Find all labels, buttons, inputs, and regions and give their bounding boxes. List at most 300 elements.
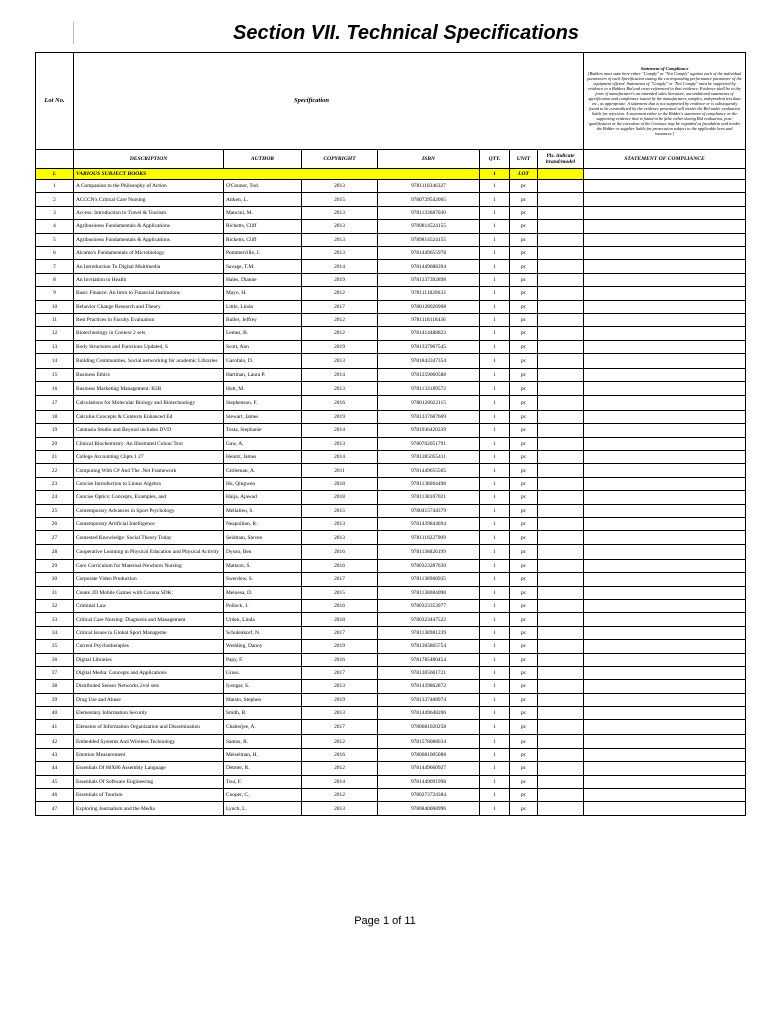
row-isbn: 9781305661721	[378, 666, 480, 679]
row-qty: 1	[480, 517, 510, 530]
row-copyright: 2018	[302, 613, 378, 626]
row-isbn: 9781449660927	[378, 762, 480, 775]
row-brand	[538, 666, 584, 679]
row-no: 29	[36, 559, 74, 572]
row-compliance	[584, 193, 746, 206]
row-qty: 1	[480, 327, 510, 340]
row-unit: pc	[510, 735, 538, 748]
row-description: An Introduction To Digital Multimedia	[74, 260, 224, 273]
col-brand: Pls. indicate brand/model	[538, 150, 584, 169]
row-isbn: 9781449655978	[378, 246, 480, 259]
row-isbn: 9781337907545	[378, 340, 480, 353]
row-isbn: 9780323287630	[378, 559, 480, 572]
row-no: 35	[36, 640, 74, 653]
row-unit: pc	[510, 300, 538, 313]
row-qty: 1	[480, 354, 510, 369]
row-description: An Invitation to Health	[74, 273, 224, 286]
row-brand	[538, 653, 584, 666]
row-copyright: 2018	[302, 491, 378, 504]
row-compliance	[584, 544, 746, 559]
row-unit: pc	[510, 382, 538, 395]
row-qty: 1	[480, 573, 510, 586]
row-qty: 1	[480, 193, 510, 206]
row-copyright: 2014	[302, 424, 378, 437]
col-qty: QTY.	[480, 150, 510, 169]
row-copyright: 2015	[302, 586, 378, 599]
row-compliance	[584, 720, 746, 735]
table-row	[36, 573, 746, 586]
row-brand	[538, 273, 584, 286]
spec-table	[35, 52, 746, 816]
row-copyright: 2013	[302, 246, 378, 259]
row-description: Distributed Sensor Networks 2vol sets	[74, 680, 224, 693]
row-isbn: 9780081005088	[378, 748, 480, 761]
row-compliance	[584, 707, 746, 720]
table-row	[36, 762, 746, 775]
table-row	[36, 477, 746, 490]
table-row	[36, 260, 746, 273]
row-author: Schulenkorf, N.	[224, 626, 302, 639]
row-compliance	[584, 477, 746, 490]
row-unit: pc	[510, 680, 538, 693]
row-author: Little, Linda	[224, 300, 302, 313]
table-row	[36, 354, 746, 369]
row-brand	[538, 233, 584, 246]
row-brand	[538, 748, 584, 761]
table-row	[36, 206, 746, 219]
row-qty: 1	[480, 544, 510, 559]
row-compliance	[584, 789, 746, 802]
row-author: Wedding, Danny	[224, 640, 302, 653]
table-row	[36, 640, 746, 653]
row-description: ACCCN's Critical Care Nursing	[74, 193, 224, 206]
row-brand	[538, 775, 584, 788]
row-no: 13	[36, 340, 74, 353]
table-row	[36, 313, 746, 326]
row-isbn: 9780415744379	[378, 504, 480, 517]
row-qty: 1	[480, 477, 510, 490]
row-isbn: 9781133687030	[378, 206, 480, 219]
row-no: 19	[36, 424, 74, 437]
row-no: 21	[36, 451, 74, 464]
row-isbn: 9781449655505	[378, 464, 480, 477]
row-isbn: 9781337392898	[378, 273, 480, 286]
row-brand	[538, 613, 584, 626]
row-qty: 1	[480, 707, 510, 720]
row-copyright: 2013	[302, 531, 378, 544]
row-brand	[538, 586, 584, 599]
table-row	[36, 382, 746, 395]
row-unit: pc	[510, 531, 538, 544]
row-qty: 1	[480, 313, 510, 326]
row-copyright: 2016	[302, 748, 378, 761]
row-copyright: 2019	[302, 340, 378, 353]
row-unit: pc	[510, 464, 538, 477]
row-qty: 1	[480, 653, 510, 666]
row-copyright: 2013	[302, 680, 378, 693]
row-isbn: 9781578088034	[378, 735, 480, 748]
row-brand	[538, 735, 584, 748]
row-copyright: 2017	[302, 626, 378, 639]
row-description: Basic Finance: An Intro to Financial Institutions	[74, 287, 224, 300]
row-no: 28	[36, 544, 74, 559]
row-compliance	[584, 802, 746, 815]
row-author: Urden, Linda	[224, 613, 302, 626]
table-row	[36, 775, 746, 788]
row-qty: 1	[480, 693, 510, 706]
row-author: Garofalo, D.	[224, 354, 302, 369]
row-unit: pc	[510, 451, 538, 464]
row-compliance	[584, 491, 746, 504]
row-compliance	[584, 327, 746, 340]
row-qty: 1	[480, 180, 510, 193]
row-qty: 1	[480, 504, 510, 517]
row-brand	[538, 491, 584, 504]
table-row	[36, 735, 746, 748]
row-description: A Companion to the Philosophy of Action	[74, 180, 224, 193]
category-row	[36, 169, 746, 180]
row-compliance	[584, 653, 746, 666]
row-author: Dyson, Ben	[224, 544, 302, 559]
row-no: 38	[36, 680, 74, 693]
row-isbn: 9780323447522	[378, 613, 480, 626]
row-qty: 1	[480, 762, 510, 775]
row-no: 44	[36, 762, 74, 775]
row-qty: 1	[480, 531, 510, 544]
row-isbn: 9781439862872	[378, 680, 480, 693]
row-unit: pc	[510, 748, 538, 761]
row-author: Gaw, A.	[224, 437, 302, 450]
table-row	[36, 287, 746, 300]
row-qty: 1	[480, 437, 510, 450]
row-copyright: 2016	[302, 559, 378, 572]
row-copyright: 2019	[302, 693, 378, 706]
row-unit: pc	[510, 369, 538, 382]
row-compliance	[584, 573, 746, 586]
row-qty: 1	[480, 720, 510, 735]
row-isbn: 9781785480454	[378, 653, 480, 666]
table-row	[36, 246, 746, 259]
row-brand	[538, 340, 584, 353]
row-no: 15	[36, 369, 74, 382]
row-compliance	[584, 287, 746, 300]
row-no: 14	[36, 354, 74, 369]
row-compliance	[584, 504, 746, 517]
row-copyright: 2014	[302, 369, 378, 382]
category-unit: LOT	[510, 169, 538, 180]
row-no: 3	[36, 206, 74, 219]
row-unit: pc	[510, 789, 538, 802]
row-description: Business Ethics	[74, 369, 224, 382]
row-no: 17	[36, 395, 74, 410]
row-copyright: 2014	[302, 260, 378, 273]
row-author: Hartman, Laura P.	[224, 369, 302, 382]
row-description: Essentials Of 80X86 Assembly Language	[74, 762, 224, 775]
row-author: Maisto, Stephen	[224, 693, 302, 706]
row-qty: 1	[480, 410, 510, 423]
table-row	[36, 327, 746, 340]
row-no: 8	[36, 273, 74, 286]
table-row	[36, 544, 746, 559]
row-qty: 1	[480, 680, 510, 693]
row-compliance	[584, 451, 746, 464]
row-description: Digital Media: Concepts and Applications	[74, 666, 224, 679]
category-qty: 1	[480, 169, 510, 180]
row-qty: 1	[480, 382, 510, 395]
row-copyright: 2017	[302, 666, 378, 679]
row-brand	[538, 382, 584, 395]
row-qty: 1	[480, 451, 510, 464]
row-no: 30	[36, 573, 74, 586]
row-compliance	[584, 382, 746, 395]
lot-no-header: Lot No.	[36, 53, 74, 150]
row-brand	[538, 220, 584, 233]
row-compliance	[584, 220, 746, 233]
table-row	[36, 340, 746, 353]
row-author: Pollock, J.	[224, 599, 302, 612]
row-isbn: 9780081020258	[378, 720, 480, 735]
row-compliance	[584, 313, 746, 326]
row-unit: pc	[510, 693, 538, 706]
row-isbn: 9781118227909	[378, 531, 480, 544]
row-qty: 1	[480, 586, 510, 599]
col-description: DESCRIPTION	[74, 150, 224, 169]
row-description: Contemporary Advances in Sport Psychology	[74, 504, 224, 517]
row-brand	[538, 410, 584, 423]
row-author: Mattson, S.	[224, 559, 302, 572]
row-compliance	[584, 233, 746, 246]
row-isbn: 9780128022115	[378, 395, 480, 410]
row-brand	[538, 720, 584, 735]
row-author: Tosta, Stephanie	[224, 424, 302, 437]
row-description: Critical Care Nursing: Diagnosis and Management	[74, 613, 224, 626]
row-unit: pc	[510, 180, 538, 193]
row-unit: pc	[510, 327, 538, 340]
row-author: Pommerville, J.	[224, 246, 302, 259]
table-row	[36, 707, 746, 720]
row-author: Swerdow, S.	[224, 573, 302, 586]
row-unit: pc	[510, 260, 538, 273]
row-copyright: 2016	[302, 544, 378, 559]
row-copyright: 2013	[302, 517, 378, 530]
row-no: 24	[36, 491, 74, 504]
row-compliance	[584, 748, 746, 761]
row-no: 32	[36, 599, 74, 612]
row-qty: 1	[480, 789, 510, 802]
row-copyright: 2013	[302, 354, 378, 369]
row-unit: pc	[510, 491, 538, 504]
row-no: 46	[36, 789, 74, 802]
row-qty: 1	[480, 220, 510, 233]
row-copyright: 2014	[302, 775, 378, 788]
row-description: Building Communities, Social networking for academic Libraries	[74, 354, 224, 369]
row-description: Biotechnology in Context 2 sets	[74, 327, 224, 340]
row-compliance	[584, 369, 746, 382]
row-brand	[538, 802, 584, 815]
row-author: Lynch, L.	[224, 802, 302, 815]
row-no: 7	[36, 260, 74, 273]
row-description: Elementary Information Security	[74, 707, 224, 720]
row-compliance	[584, 680, 746, 693]
row-author: Seidman, Steven	[224, 531, 302, 544]
row-description: Core Curriculum for Maternal-Newborn Nursing	[74, 559, 224, 572]
row-author: Haija, Ajawad	[224, 491, 302, 504]
table-row	[36, 464, 746, 477]
row-no: 25	[36, 504, 74, 517]
row-unit: pc	[510, 273, 538, 286]
row-author: Aitken, L.	[224, 193, 302, 206]
row-brand	[538, 504, 584, 517]
row-copyright: 2011	[302, 464, 378, 477]
row-brand	[538, 451, 584, 464]
row-isbn: 9780840068996	[378, 802, 480, 815]
column-header-row	[36, 150, 746, 169]
row-description: Essentials of Tourism	[74, 789, 224, 802]
row-brand	[538, 395, 584, 410]
row-copyright: 2016	[302, 599, 378, 612]
row-qty: 1	[480, 613, 510, 626]
col-lot	[36, 150, 74, 169]
row-isbn: 9781337408974	[378, 693, 480, 706]
page-number: Page 1 of 11	[354, 915, 416, 927]
table-row	[36, 517, 746, 530]
row-copyright: 2013	[302, 206, 378, 219]
row-isbn: 9789814524155	[378, 220, 480, 233]
row-unit: pc	[510, 599, 538, 612]
row-qty: 1	[480, 260, 510, 273]
row-brand	[538, 424, 584, 437]
row-compliance	[584, 464, 746, 477]
row-unit: pc	[510, 775, 538, 788]
row-isbn: 9780128026908	[378, 300, 480, 313]
row-qty: 1	[480, 395, 510, 410]
table-row	[36, 559, 746, 572]
row-brand	[538, 559, 584, 572]
row-unit: pc	[510, 504, 538, 517]
row-author: Smith, R.	[224, 707, 302, 720]
row-isbn: 9781285055411	[378, 451, 480, 464]
table-row	[36, 748, 746, 761]
row-compliance	[584, 693, 746, 706]
category-brand	[538, 169, 584, 180]
table-row	[36, 720, 746, 735]
row-no: 31	[36, 586, 74, 599]
row-author: Tsui, F.	[224, 775, 302, 788]
row-compliance	[584, 586, 746, 599]
row-qty: 1	[480, 599, 510, 612]
row-isbn: 9781936420339	[378, 424, 480, 437]
compliance-title: Statement of Compliance	[640, 66, 689, 71]
row-compliance	[584, 246, 746, 259]
row-description: Access: Introduction to Travel & Tourism	[74, 206, 224, 219]
row-copyright: 2012	[302, 313, 378, 326]
row-copyright: 2013	[302, 233, 378, 246]
row-copyright: 2012	[302, 762, 378, 775]
row-author: Chatterjee, A.	[224, 720, 302, 735]
row-unit: pc	[510, 233, 538, 246]
row-brand	[538, 193, 584, 206]
row-compliance	[584, 666, 746, 679]
row-description: Clinical Biochemistry: An Illustrated Colour Text	[74, 437, 224, 450]
row-no: 37	[36, 666, 74, 679]
row-copyright: 2016	[302, 653, 378, 666]
row-isbn: 9789814524155	[378, 233, 480, 246]
row-qty: 1	[480, 666, 510, 679]
row-author: Ricketts, Cliff	[224, 233, 302, 246]
row-no: 47	[36, 802, 74, 815]
row-qty: 1	[480, 246, 510, 259]
row-description: College Accounting Chpts 1 27	[74, 451, 224, 464]
row-author: Detmer, R.	[224, 762, 302, 775]
table-row	[36, 233, 746, 246]
row-description: Behavior Change Research and Theory	[74, 300, 224, 313]
category-compliance	[584, 169, 746, 180]
row-no: 27	[36, 531, 74, 544]
row-no: 11	[36, 313, 74, 326]
row-unit: pc	[510, 410, 538, 423]
row-copyright: 2019	[302, 410, 378, 423]
row-brand	[538, 260, 584, 273]
row-unit: pc	[510, 573, 538, 586]
row-author: Meloesa, D.	[224, 586, 302, 599]
row-description: Camtasia Studio and Beyond includes DVD	[74, 424, 224, 437]
row-no: 23	[36, 477, 74, 490]
row-author: Iyengar, S.	[224, 680, 302, 693]
row-brand	[538, 369, 584, 382]
row-description: Digital Libraries	[74, 653, 224, 666]
row-brand	[538, 287, 584, 300]
table-row	[36, 789, 746, 802]
row-isbn: 9781414488823	[378, 327, 480, 340]
table-row	[36, 599, 746, 612]
row-brand	[538, 707, 584, 720]
row-qty: 1	[480, 424, 510, 437]
row-unit: pc	[510, 544, 538, 559]
row-copyright: 2013	[302, 707, 378, 720]
table-row	[36, 369, 746, 382]
row-copyright: 2013	[302, 220, 378, 233]
table-row	[36, 395, 746, 410]
row-description: Embedded Systems And Wireless Technology	[74, 735, 224, 748]
row-unit: pc	[510, 313, 538, 326]
row-unit: pc	[510, 206, 538, 219]
row-no: 9	[36, 287, 74, 300]
row-description: Emotion Measurement	[74, 748, 224, 761]
row-isbn: 9781138107021	[378, 491, 480, 504]
row-brand	[538, 327, 584, 340]
row-unit: pc	[510, 640, 538, 653]
row-copyright: 2013	[302, 382, 378, 395]
row-author: Mayo, H.	[224, 287, 302, 300]
row-no: 41	[36, 720, 74, 735]
table-row	[36, 666, 746, 679]
row-compliance	[584, 260, 746, 273]
row-author: Stewart, James	[224, 410, 302, 423]
row-copyright: 2012	[302, 287, 378, 300]
row-brand	[538, 206, 584, 219]
table-row	[36, 273, 746, 286]
row-no: 26	[36, 517, 74, 530]
row-no: 42	[36, 735, 74, 748]
row-no: 6	[36, 246, 74, 259]
col-copyright: COPYRIGHT	[302, 150, 378, 169]
category-no: 1.	[36, 169, 74, 180]
row-description: Corporate Video Production	[74, 573, 224, 586]
row-author: Scott, Ann	[224, 340, 302, 353]
row-no: 4	[36, 220, 74, 233]
row-author: Hales, Dianne	[224, 273, 302, 286]
row-isbn: 9781118346327	[378, 180, 480, 193]
